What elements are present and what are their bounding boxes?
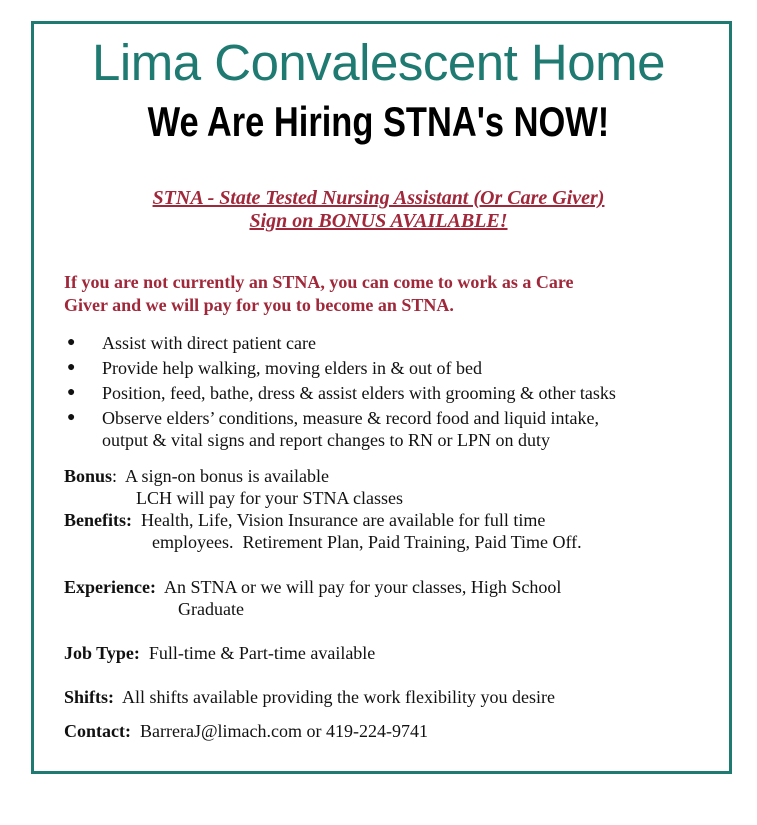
shifts-section	[64, 686, 724, 708]
duty-text: Observe elders’ conditions, measure & record food and liquid intake,	[102, 408, 600, 428]
experience-line-1: An STNA or we will pay for your classes, High School	[155, 577, 562, 597]
contact-value: BarreraJ@limach.com or 419-224-9741	[130, 721, 428, 741]
intro-paragraph	[64, 271, 704, 317]
list-item	[64, 332, 714, 354]
list-item	[64, 357, 714, 379]
shifts-value: All shifts available providing the work flexibility you desire	[114, 687, 555, 707]
position-subheading: STNA - State Tested Nursing Assistant (Or Care Giver)	[152, 187, 605, 209]
duty-text: Assist with direct patient care	[102, 333, 316, 353]
intro-line-2: Giver and we will pay for you to become an STNA.	[64, 295, 454, 315]
bonus-subheading: Sign on BONUS AVAILABLE!	[249, 210, 508, 232]
contact-section	[64, 720, 724, 742]
duty-text-continued: output & vital signs and report changes to RN or LPN on duty	[102, 430, 550, 450]
bonus-line-1: : A sign-on bonus is available	[112, 466, 330, 486]
duty-text: Position, feed, bathe, dress & assist elders with grooming & other tasks	[102, 383, 616, 403]
bonus-section	[64, 465, 724, 509]
contact-label: Contact:	[64, 721, 131, 741]
experience-label: Experience:	[64, 577, 156, 597]
list-item	[64, 382, 714, 404]
bonus-label: Bonus	[64, 466, 113, 486]
job-type-value: Full-time & Part-time available	[139, 643, 376, 663]
bullet-icon: ●	[67, 385, 76, 400]
hiring-headline: We Are Hiring STNA's NOW!	[147, 98, 610, 145]
experience-section	[64, 576, 724, 620]
list-item	[64, 407, 714, 451]
job-type-label: Job Type:	[64, 643, 140, 663]
bullet-icon: ●	[67, 360, 76, 375]
bullet-icon: ●	[67, 410, 76, 425]
duties-list	[64, 332, 714, 454]
benefits-line-1: Health, Life, Vision Insurance are available for full time	[131, 510, 546, 530]
benefits-section	[64, 509, 724, 553]
intro-line-1: If you are not currently an STNA, you can come to work as a Care	[64, 272, 574, 292]
benefits-label: Benefits:	[64, 510, 132, 530]
company-title: Lima Convalescent Home	[92, 34, 665, 91]
bonus-line-2: LCH will pay for your STNA classes	[136, 488, 403, 508]
job-type-section	[64, 642, 724, 664]
experience-line-2: Graduate	[178, 599, 244, 619]
duty-text: Provide help walking, moving elders in & out of bed	[102, 358, 482, 378]
bullet-icon: ●	[67, 335, 76, 350]
benefits-line-2: employees. Retirement Plan, Paid Training, Paid Time Off.	[152, 532, 582, 552]
shifts-label: Shifts:	[64, 687, 115, 707]
